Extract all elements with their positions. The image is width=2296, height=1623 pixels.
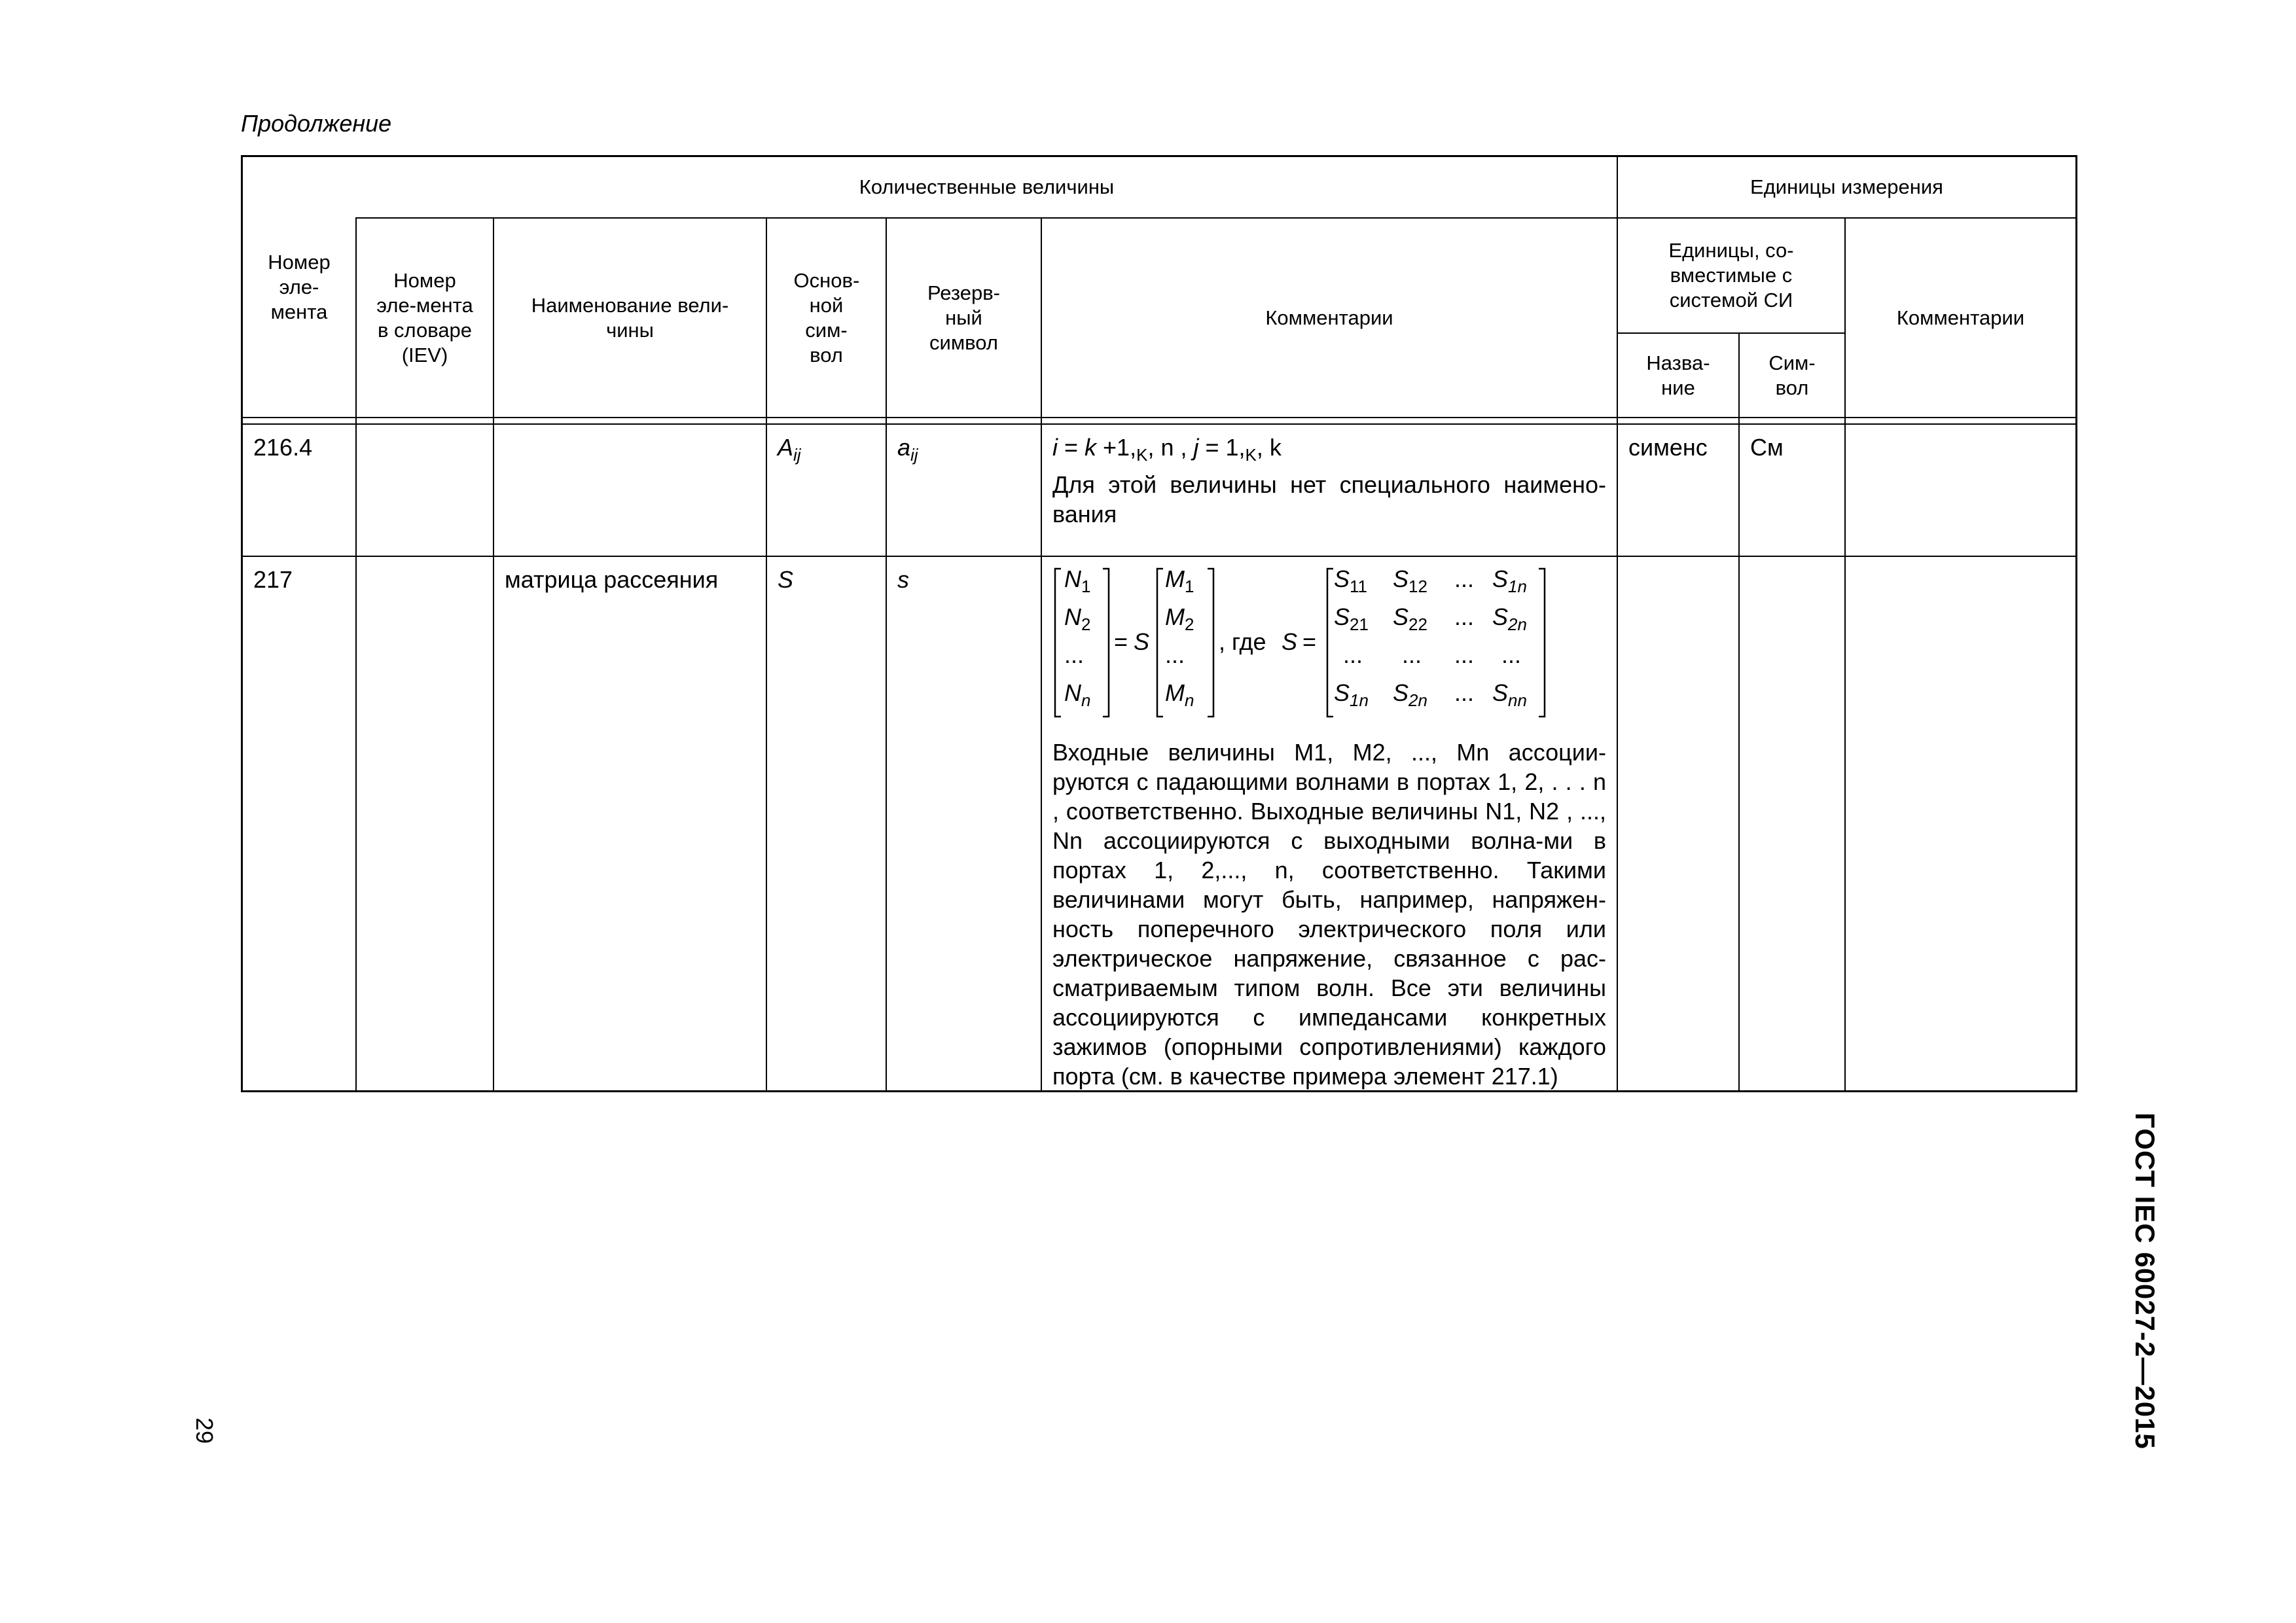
matrix-symbol-s: S [1134, 628, 1150, 655]
header-comments: Комментарии [1265, 306, 1393, 329]
header-iev-no: Номер эле-мента в словаре (IEV) [376, 268, 473, 366]
row-217-main-symbol: S [778, 566, 794, 593]
header-unit-comments: Комментарии [1896, 306, 2025, 329]
matrix-s-entry: ... [1454, 603, 1475, 630]
header-quantity-name: Наименование вели-чины [531, 293, 729, 342]
vector-n-entry: $N_n$ [1064, 679, 1091, 710]
vector-m-entry: $M_1$ [1165, 565, 1194, 596]
bracket-s-right [1539, 569, 1545, 717]
row-216-4-unit-name: сименс [1628, 434, 1708, 461]
row-216-4-item-no: 216.4 [253, 434, 313, 461]
header-group-quantities: Количественные величины [859, 175, 1115, 198]
row-217-comment-text: Входные величины M1, M2, ..., Mn ассоции-руются с падающими волнами в портах 1, 2, . . . n , соответственно. Выходные величины N1, N2 , ..., Nn ассоциируются с выходными волна-ми в портах 1, 2,..., n, соответственно. Такими величинами могут быть, например, напряжен-ность поперечного электрического поля или электрическое напряжение, связанное с рас-сматриваемым типом волн. Все эти величины ассоциируются с импедансами конкретных зажимов (опорными сопротивлениями) каждого порта (см. в качестве примера элемент 217.1) [1052, 739, 1606, 1090]
header-bottom-line-1 [241, 417, 2077, 418]
row-217-item-no: 217 [253, 566, 293, 593]
table-border-right [2075, 155, 2077, 1092]
equals-sign: = [1114, 628, 1128, 655]
row-217-name: матрица рассеяния [505, 566, 719, 593]
bracket-n-right [1103, 569, 1109, 717]
matrix-s-entry: $S_{12}$ [1393, 565, 1427, 596]
vector-m-entry: ... [1165, 641, 1185, 668]
row-216-4-unit-symbol: См [1750, 434, 1784, 461]
matrix-s-entry: $S_{2n}$ [1393, 679, 1427, 710]
document-code: ГОСТ IEC 60027-2—2015 [2130, 1113, 2161, 1450]
header-si-units: Единицы, со-вместимые с системой СИ [1668, 239, 1794, 312]
index-range-formula: $i = k +1,_K$, n , $j = 1,_K$, k [1052, 434, 1282, 465]
vector-n-entry: ... [1064, 641, 1085, 668]
row-216-4-comments [1042, 425, 1617, 556]
where-text: , где [1219, 628, 1266, 655]
matrix-s-entry: $S_{2n}$ [1492, 603, 1527, 634]
matrix-s-entry: ... [1402, 641, 1422, 668]
matrix-s-entry: $S_{11}$ [1334, 565, 1368, 596]
scattering-matrix-formula [1052, 565, 1606, 735]
matrix-s-entry: ... [1454, 641, 1475, 668]
row-216-4-name [494, 425, 766, 556]
vector-n-entry: $N_2$ [1064, 603, 1091, 634]
matrix-symbol-s: S [1282, 628, 1298, 655]
equals-sign: = [1302, 628, 1317, 655]
header-item-no: Номер эле-мента [268, 250, 331, 323]
header-unit-symbol: Сим-вол [1768, 351, 1816, 399]
vector-m-entry: $M_n$ [1165, 679, 1194, 710]
row-216-4-unit-comment [1846, 425, 2075, 556]
row-217-unit-symbol [1740, 557, 1844, 1090]
vector-m-entry: $M_2$ [1165, 603, 1194, 634]
matrix-s-entry: $S_{22}$ [1393, 603, 1427, 634]
row-216-4-iev-no [357, 425, 493, 556]
matrix-s-entry: $S_{1n}$ [1492, 565, 1527, 596]
header-main-symbol: Основ-ной сим-вол [793, 268, 860, 366]
row-216-4-reserve-symbol: $a_{ij}$ [897, 434, 918, 465]
matrix-s-entry: ... [1501, 641, 1522, 668]
header-reserve-symbol: Резерв-ный символ [927, 281, 1000, 354]
bracket-m-right [1208, 569, 1213, 717]
row-217-iev-no [357, 557, 493, 1090]
matrix-s-entry: $S_{nn}$ [1492, 679, 1527, 710]
matrix-s-entry: $S_{21}$ [1334, 603, 1369, 634]
row-216-4-main-symbol: $A_{ij}$ [778, 434, 801, 465]
continuation-label: Продолжение [241, 110, 392, 137]
row-217-unit-comment [1846, 557, 2075, 1090]
bracket-n-left [1055, 569, 1061, 717]
header-group-units: Единицы измерения [1750, 175, 1943, 198]
header-unit-name: Назва-ние [1646, 351, 1710, 399]
row-217-reserve-symbol: s [897, 566, 909, 593]
row-217-unit-name [1618, 557, 1738, 1090]
row-216-4-comment-text: Для этой величины нет специального наимено-вания [1052, 471, 1606, 528]
row-217-comments [1042, 557, 1617, 1090]
bracket-s-left [1327, 569, 1333, 717]
matrix-s-entry: $S_{1n}$ [1334, 679, 1369, 710]
matrix-s-entry: ... [1343, 641, 1363, 668]
matrix-s-entry: ... [1454, 565, 1475, 592]
vector-n-entry: $N_1$ [1064, 565, 1091, 596]
page-number: 29 [191, 1417, 219, 1444]
matrix-s-entry: ... [1454, 679, 1475, 706]
bracket-m-left [1157, 569, 1163, 717]
